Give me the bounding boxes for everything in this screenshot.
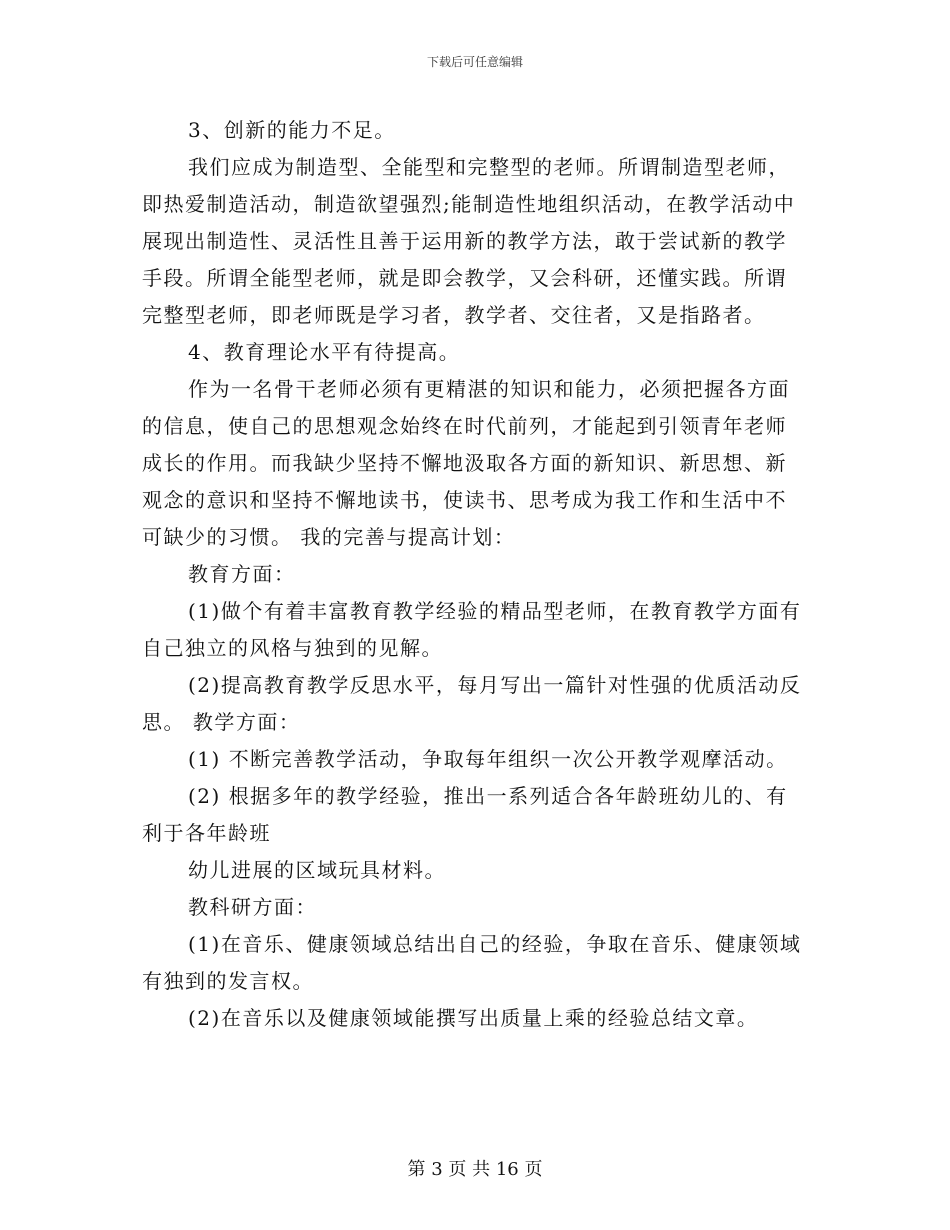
text-line: 手段。所谓全能型老师，就是即会教学，又会科研，还懂实践。所谓: [142, 266, 787, 290]
text-line: 有独到的发言权。: [142, 969, 314, 993]
text-line: 利于各年龄班: [142, 821, 271, 845]
text-line: 4、教育理论水平有待提高。: [188, 340, 461, 364]
text-line: 的信息，使自己的思想观念始终在时代前列，才能起到引领青年老师: [142, 414, 787, 438]
text-line: (2)提高教育教学反思水平，每月写出一篇针对性强的优质活动反: [188, 673, 802, 697]
text-line: 观念的意识和坚持不懈地读书，使读书、思考成为我工作和生活中不: [142, 488, 787, 512]
text-line: 我们应成为制造型、全能型和完整型的老师。所谓制造型老师，: [188, 155, 790, 179]
text-line: 思。 教学方面：: [142, 710, 301, 734]
text-line: (1)在音乐、健康领域总结出自己的经验，争取在音乐、健康领域: [188, 932, 802, 956]
text-line: 即热爱制造活动，制造欲望强烈;能制造性地组织活动，在教学活动中: [142, 192, 796, 216]
text-line: 3、创新的能力不足。: [188, 118, 396, 142]
text-line: 幼儿进展的区域玩具材料。: [188, 858, 446, 882]
text-line: 可缺少的习惯。 我的完善与提高计划：: [142, 525, 516, 549]
page-header: 下载后可任意编辑: [426, 55, 523, 69]
text-line: 作为一名骨干老师必须有更精湛的知识和能力，必须把握各方面: [188, 377, 790, 401]
text-line: 教育方面：: [188, 562, 296, 586]
text-line: 成长的作用。而我缺少坚持不懈地汲取各方面的新知识、新思想、新: [142, 451, 787, 475]
document-body: [142, 112, 810, 1037]
text-line: (2)在音乐以及健康领域能撰写出质量上乘的经验总结文章。: [188, 1006, 759, 1030]
page-number: 第 3 页 共 16 页: [407, 1159, 543, 1180]
text-line: 自己独立的风格与独到的见解。: [142, 636, 443, 660]
text-line: 教科研方面：: [188, 895, 317, 919]
text-line: (2) 根据多年的教学经验，推出一系列适合各年龄班幼儿的、有: [188, 784, 788, 808]
text-line: (1)做个有着丰富教育教学经验的精品型老师，在教育教学方面有: [188, 599, 802, 623]
text-line: (1) 不断完善教学活动，争取每年组织一次公开教学观摩活动。: [188, 747, 788, 771]
text-line: 展现出制造性、灵活性且善于运用新的教学方法，敢于尝试新的教学: [142, 229, 787, 253]
text-line: 完整型老师，即老师既是学习者，教学者、交往者，又是指路者。: [142, 303, 766, 327]
